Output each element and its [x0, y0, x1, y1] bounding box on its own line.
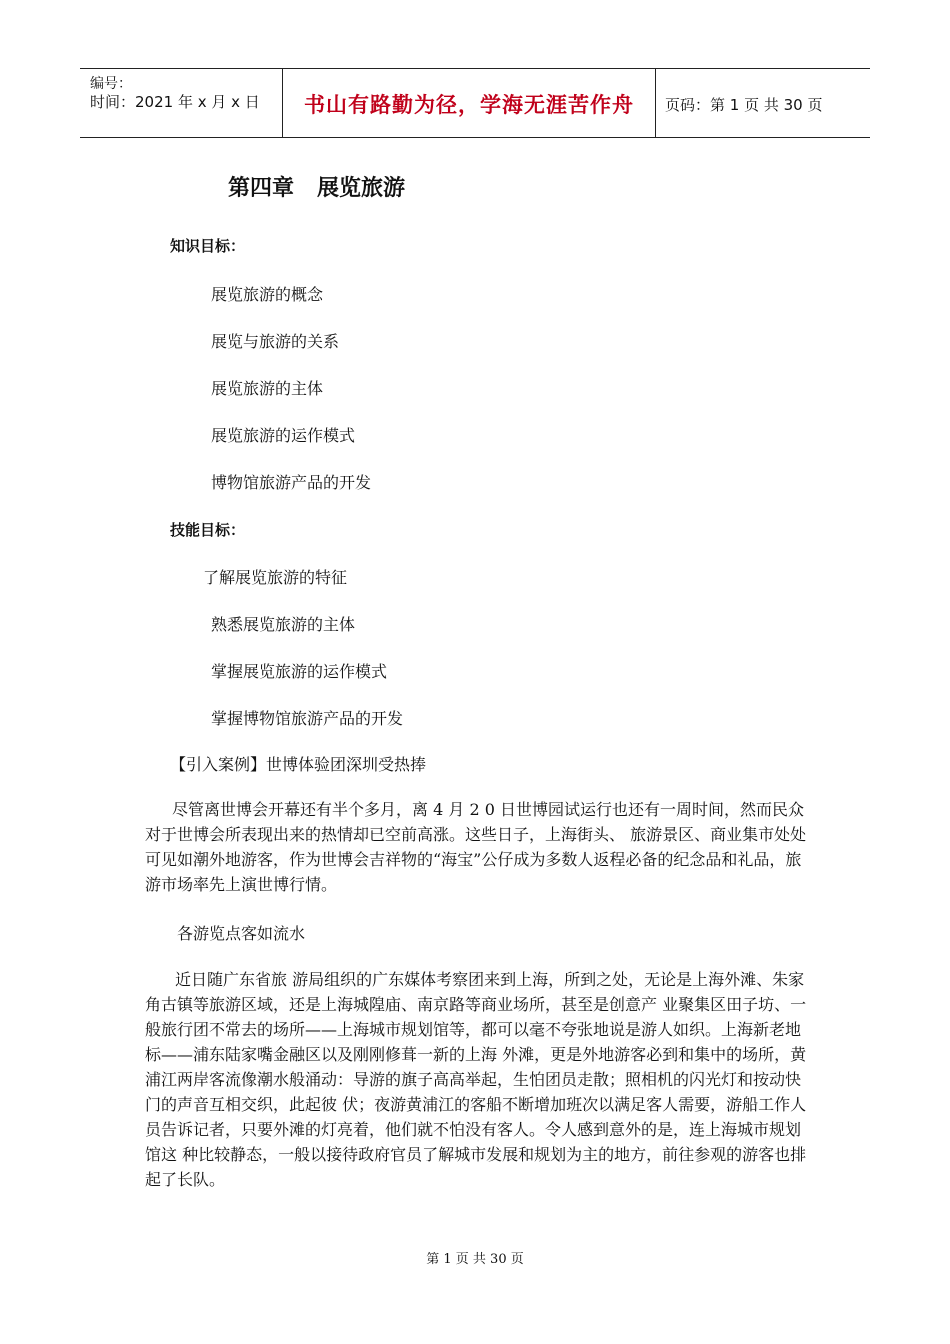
paragraph: 尽管离世博会开幕还有半个多月，离 4 月 2 0 日世博园试运行也还有一周时间，然而民众对于世博会所表现出来的热情却已空前高涨。这些日子，上海街头、 旅游景区、商业集市处处可见如潮外地游客，作为世博会吉祥物的“海宝”公仔成为多数人返程必备的纪念品和礼品，旅游市场率先上演世博行情。 [145, 800, 807, 894]
skill-item: 掌握博物馆旅游产品的开发 [211, 709, 404, 728]
motto: 书山有路勤为径，学海无涯苦作舟 [304, 93, 634, 117]
knowledge-item: 博物馆旅游产品的开发 [211, 473, 372, 492]
skills-heading: 技能目标： [170, 521, 246, 539]
skill-item: 了解展览旅游的特征 [203, 568, 348, 587]
knowledge-item: 展览旅游的主体 [211, 379, 324, 398]
paragraph-subheading: 各游览点客如流水 [177, 924, 306, 943]
case-title: 【引入案例】世博体验团深圳受热捧 [170, 755, 427, 774]
skill-item: 掌握展览旅游的运作模式 [211, 662, 388, 681]
page-footer: 第 1 页 共 30 页 [426, 1252, 524, 1267]
chapter-title: 第四章 展览旅游 [228, 176, 405, 201]
page-label: 页码：第 1 页 共 30 页 [665, 96, 823, 114]
header-page-cell [656, 69, 870, 137]
number-label: 编号： [90, 76, 132, 92]
skill-item: 熟悉展览旅游的主体 [211, 615, 356, 634]
header-meta-cell [80, 69, 283, 137]
knowledge-heading: 知识目标： [170, 237, 246, 255]
time-label: 时间：2021 年 x 月 x 日 [90, 93, 260, 111]
knowledge-item: 展览旅游的概念 [211, 285, 324, 304]
header-motto-cell [283, 69, 656, 137]
document-header [80, 68, 870, 138]
paragraph: 近日随广东省旅 游局组织的广东媒体考察团来到上海，所到之处，无论是上海外滩、朱家角古镇等旅游区域，还是上海城隍庙、南京路等商业场所，甚至是创意产 业聚集区田子坊、一般旅行团不常去的场所——上海城市规划馆等，都可以毫不夸张地说是游人如织。上海新老地标——浦东陆家嘴金融区以及刚刚修葺一新的上海 外滩，更是外地游客必到和集中的场所，黄浦江两岸客流像潮水般涌动：导游的旗子高高举起，生怕团员走散；照相机的闪光灯和按动快门的声音互相交织，此起彼 伏；夜游黄浦江的客船不断增加班次以满足客人需要，游船工作人员告诉记者，只要外滩的灯亮着，他们就不怕没有客人。令人感到意外的是，连上海城市规划馆这 种比较静态，一般以接待政府官员了解城市发展和规划为主的地方，前往参观的游客也排起了长队。 [145, 970, 807, 1189]
knowledge-item: 展览与旅游的关系 [211, 332, 340, 351]
knowledge-item: 展览旅游的运作模式 [211, 426, 356, 445]
